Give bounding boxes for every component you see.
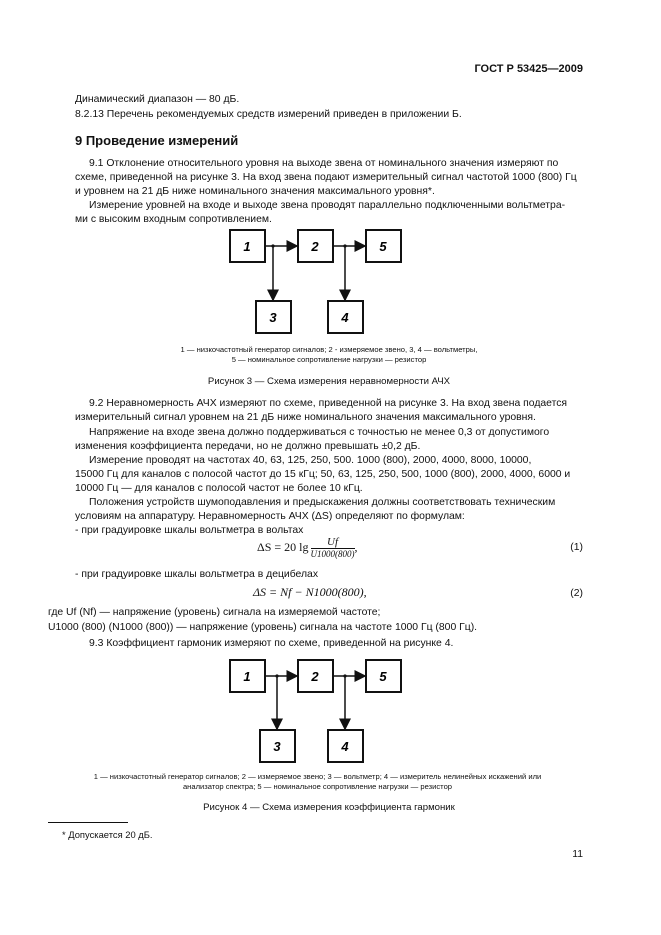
dynamic-range-text: Динамический диапазон — 80 дБ.	[75, 94, 240, 105]
fig3-label-5: 5	[379, 239, 387, 254]
p9-2-line4: изменения коэффициента передачи, но не должно превышать ±0,2 дБ.	[75, 441, 421, 452]
formula1-numerator: Uf	[311, 536, 355, 549]
p9-1-line5: ми с высоким входным сопротивлением.	[75, 214, 272, 225]
figure4-caption: Рисунок 4 — Схема измерения коэффициента гармоник	[203, 802, 455, 813]
formula1-number: (1)	[570, 542, 583, 553]
fig3-label-4: 4	[341, 310, 349, 325]
p9-2-line2: измерительный сигнал уровнем на 21 дБ ниже номинального значения максимального уровня.	[75, 412, 536, 423]
fig4-label-5: 5	[379, 669, 387, 684]
p9-1-line1: 9.1 Отклонение относительного уровня на выходе звена от номинального значения измеряют по	[89, 158, 559, 169]
p9-1-line4: Измерение уровней на входе и выходе звена проводят параллельно подключенными вольтметра-	[89, 200, 566, 211]
p9-1-line3: и уровнем на 21 дБ ниже номинального значения максимального уровня*.	[75, 186, 435, 197]
footnote: * Допускается 20 дБ.	[62, 829, 153, 840]
figure4-diagram	[220, 655, 420, 770]
formula2-number: (2)	[570, 588, 583, 599]
bullet-volts: - при градуировке шкалы вольтметра в вольтах	[75, 525, 304, 536]
figure4-legend-line1: 1 — низкочастотный генератор сигналов; 2 — измеряемое звено; 3 — вольтметр; 4 — измеритель нелинейных искажений или	[93, 772, 542, 781]
footnote-divider	[48, 822, 128, 823]
p9-2-line6: 15000 Гц для каналов с полосой частот до 15 кГц; 50, 63, 125, 250, 500, 1000 (800), 2000, 4000, 6000 и	[75, 469, 571, 480]
formula1-fraction	[311, 536, 355, 560]
formula-2: ΔS = Nf − N1000(800),	[253, 585, 367, 599]
figure3-legend-line2: 5 — номинальное сопротивление нагрузки — резистор	[231, 355, 427, 364]
fig3-label-3: 3	[269, 310, 277, 325]
formula-1	[257, 536, 358, 560]
where-line2: U1000 (800) (N1000 (800)) — напряжение (уровень) сигнала на частоте 1000 Гц (800 Гц).	[48, 622, 478, 633]
bullet-decibels: - при градуировке шкалы вольтметра в децибелах	[75, 569, 319, 580]
p9-2-line9: условиям на аппаратуру. Неравномерность АЧХ (ΔS) определяют по формулам:	[75, 511, 465, 522]
figure3-caption: Рисунок 3 — Схема измерения неравномерности АЧХ	[207, 376, 451, 387]
item-8-2-13: 8.2.13 Перечень рекомендуемых средств измерений приведен в приложении Б.	[75, 109, 462, 120]
p9-2-line8: Положения устройств шумоподавления и предыскажения должны соответствовать техническим	[89, 497, 556, 508]
fig3-label-1: 1	[243, 239, 251, 254]
fig4-label-3: 3	[273, 739, 281, 754]
formula1-denominator: U1000(800)	[310, 549, 355, 559]
formula1-tail: ,	[354, 539, 358, 554]
figure3-legend-line1: 1 — низкочастотный генератор сигналов; 2 - измеряемое звено, 3, 4 — вольтметры,	[180, 345, 478, 354]
document-header: ГОСТ Р 53425—2009	[474, 63, 583, 75]
fig4-label-4: 4	[341, 739, 349, 754]
p9-2-line1: 9.2 Неравномерность АЧХ измеряют по схеме, приведенной на рисунке 3. На вход звена подается	[89, 398, 568, 409]
p9-2-line7: 10000 Гц — для каналов с полосой частот не более 10 кГц.	[75, 483, 363, 494]
section-title: 9 Проведение измерений	[75, 133, 239, 148]
figure3-diagram	[220, 225, 420, 340]
p9-3-line1: 9.3 Коэффициент гармоник измеряют по схеме, приведенной на рисунке 4.	[89, 638, 454, 649]
fig3-label-2: 2	[311, 239, 319, 254]
fig4-label-2: 2	[311, 669, 319, 684]
p9-2-line5: Измерение проводят на частотах 40, 63, 125, 250, 500. 1000 (800), 2000, 4000, 8000, 10000,	[89, 455, 532, 466]
where-line1: где Uf (Nf) — напряжение (уровень) сигнала на измеряемой частоте;	[48, 607, 381, 618]
p9-1-line2: схеме, приведенной на рисунке 3. На вход звена подают измерительный сигнал частотой 1000 (800) Гц	[75, 172, 577, 183]
p9-2-line3: Напряжение на входе звена должно поддерживаться с точностью не менее 0,3 от допустимого	[89, 427, 550, 438]
page-number: 11	[572, 849, 583, 860]
figure4-legend-line2: анализатор спектра; 5 — номинальное сопротивление нагрузки — резистор	[182, 782, 453, 791]
fig4-label-1: 1	[243, 669, 251, 684]
formula1-lhs: ΔS = 20 lg	[257, 539, 309, 554]
